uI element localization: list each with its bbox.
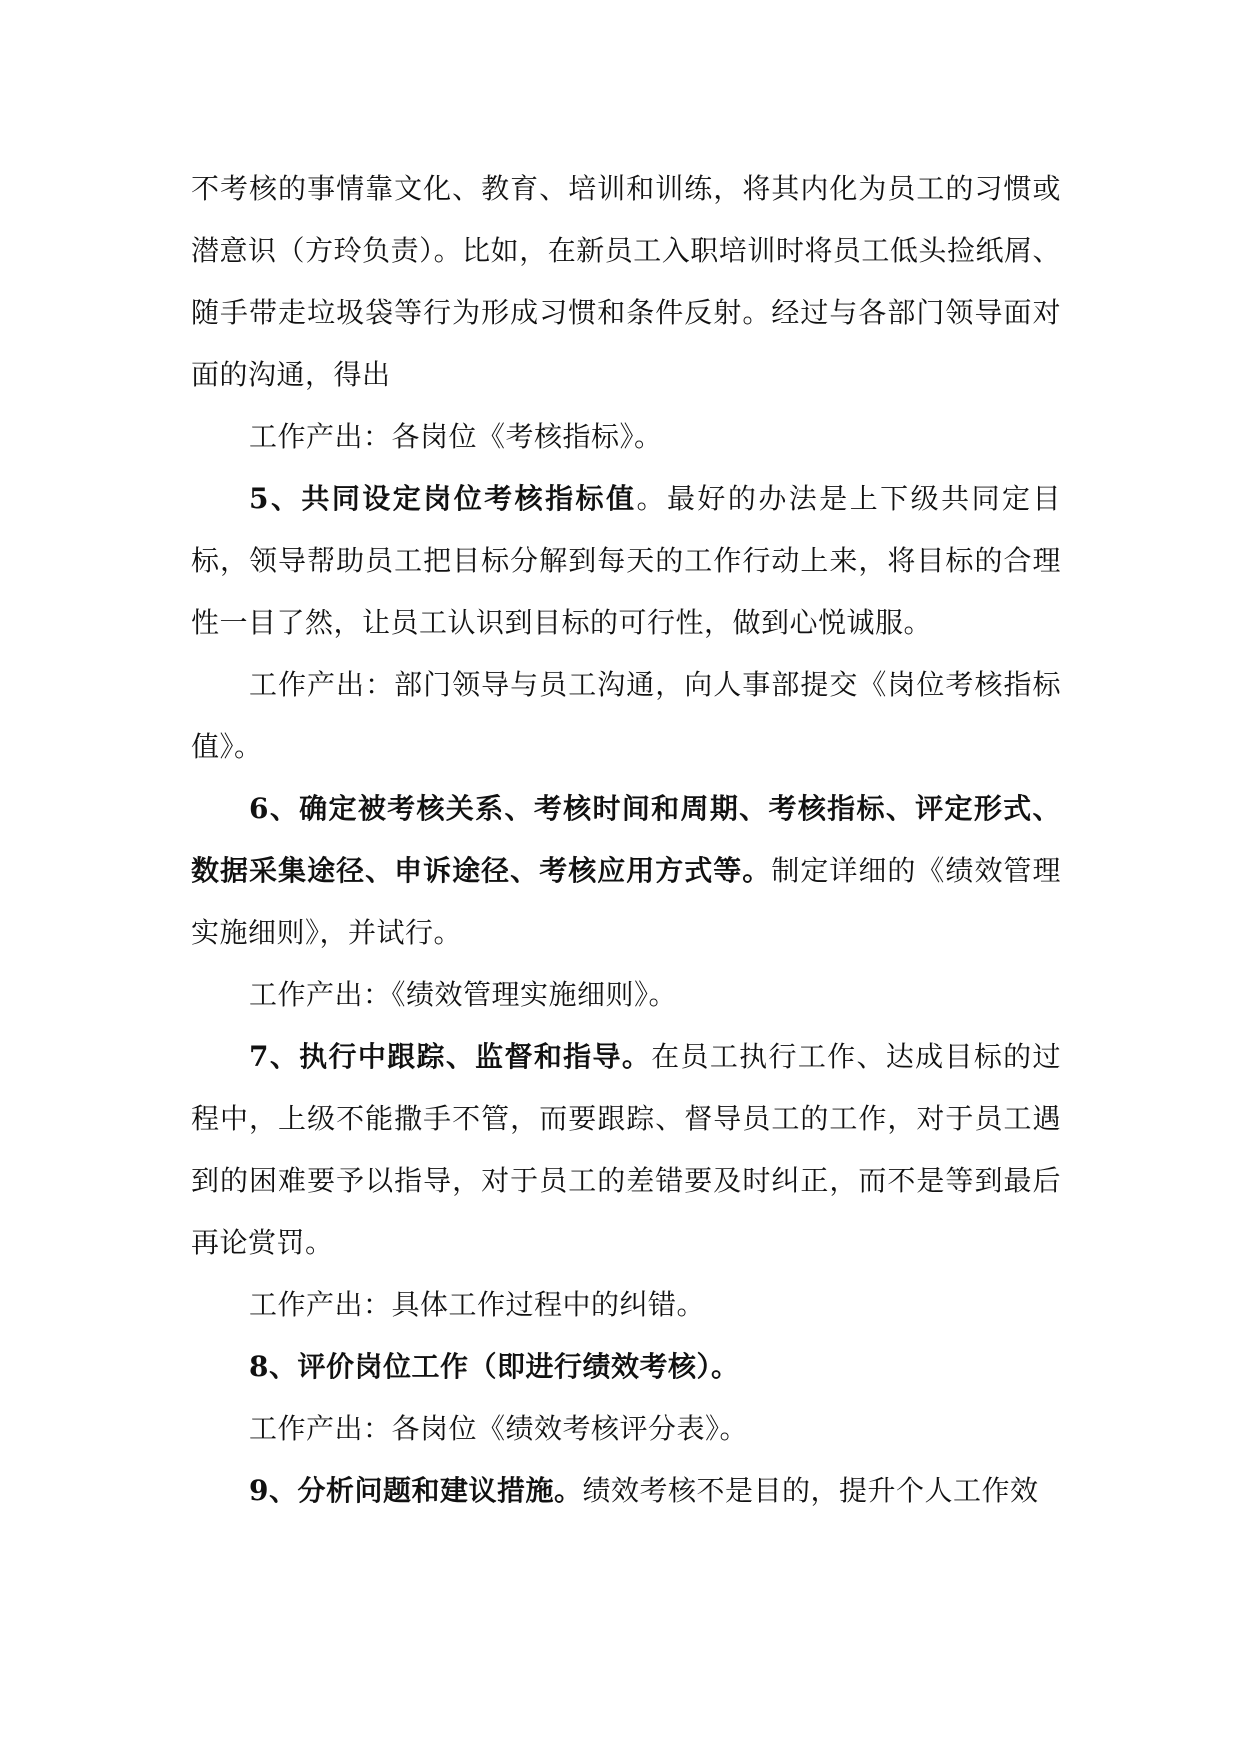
paragraph-text: 绩效考核不是目的，提升个人工作效 (582, 1474, 1039, 1507)
paragraph-text: 工作产出：部门领导与员工沟通，向人事部提交《岗位考核指标值》。 (191, 668, 1061, 763)
paragraph-output-error-correction (191, 1274, 1061, 1336)
paragraph-culture-training (191, 158, 1061, 406)
paragraph-step-5 (191, 468, 1061, 654)
paragraph-step-6 (191, 778, 1061, 964)
step-heading: 6、确定被考核关系、考核时间和周期、考核指标、评定形式、数据采集途径、申诉途径、考核应用方式等。 (191, 792, 1061, 887)
paragraph-text: 工作产出：各岗位《绩效考核评分表》。 (249, 1412, 749, 1445)
step-heading: 9、分析问题和建议措施。 (249, 1474, 583, 1507)
paragraph-text: 在员工执行工作、达成目标的过程中，上级不能撒手不管，而要跟踪、督导员工的工作，对于员工遇到的困难要予以指导，对于员工的差错要及时纠正，而不是等到最后再论赏罚。 (191, 1040, 1061, 1259)
step-heading: 8、评价岗位工作（即进行绩效考核）。 (249, 1350, 740, 1383)
paragraph-text: 工作产出：《绩效管理实施细则》。 (249, 978, 678, 1011)
document-body (191, 158, 1061, 1522)
paragraph-output-implementation-rules (191, 964, 1061, 1026)
paragraph-text: 工作产出：具体工作过程中的纠错。 (249, 1288, 706, 1321)
paragraph-text: 不考核的事情靠文化、教育、培训和训练，将其内化为员工的习惯或潜意识（方玲负责）。比如，在新员工入职培训时将员工低头捡纸屑、随手带走垃圾袋等行为形成习惯和条件反射。经过与各部门领导面对面的沟通，得出 (191, 172, 1061, 391)
paragraph-text: 工作产出：各岗位《考核指标》。 (249, 420, 663, 453)
paragraph-output-indicators (191, 406, 1061, 468)
paragraph-output-score-sheet (191, 1398, 1061, 1460)
paragraph-output-indicator-values (191, 654, 1061, 778)
paragraph-text: 制定详细的《绩效管理实施细则》，并试行。 (191, 854, 1061, 949)
paragraph-step-7 (191, 1026, 1061, 1274)
paragraph-text: 。最好的办法是上下级共同定目标，领导帮助员工把目标分解到每天的工作行动上来，将目标的合理性一目了然，让员工认识到目标的可行性，做到心悦诚服。 (191, 482, 1061, 639)
step-heading: 5、共同设定岗位考核指标值 (249, 482, 637, 515)
paragraph-step-8 (191, 1336, 1061, 1398)
paragraph-step-9 (191, 1460, 1061, 1522)
step-heading: 7、执行中跟踪、监督和指导。 (249, 1040, 652, 1073)
